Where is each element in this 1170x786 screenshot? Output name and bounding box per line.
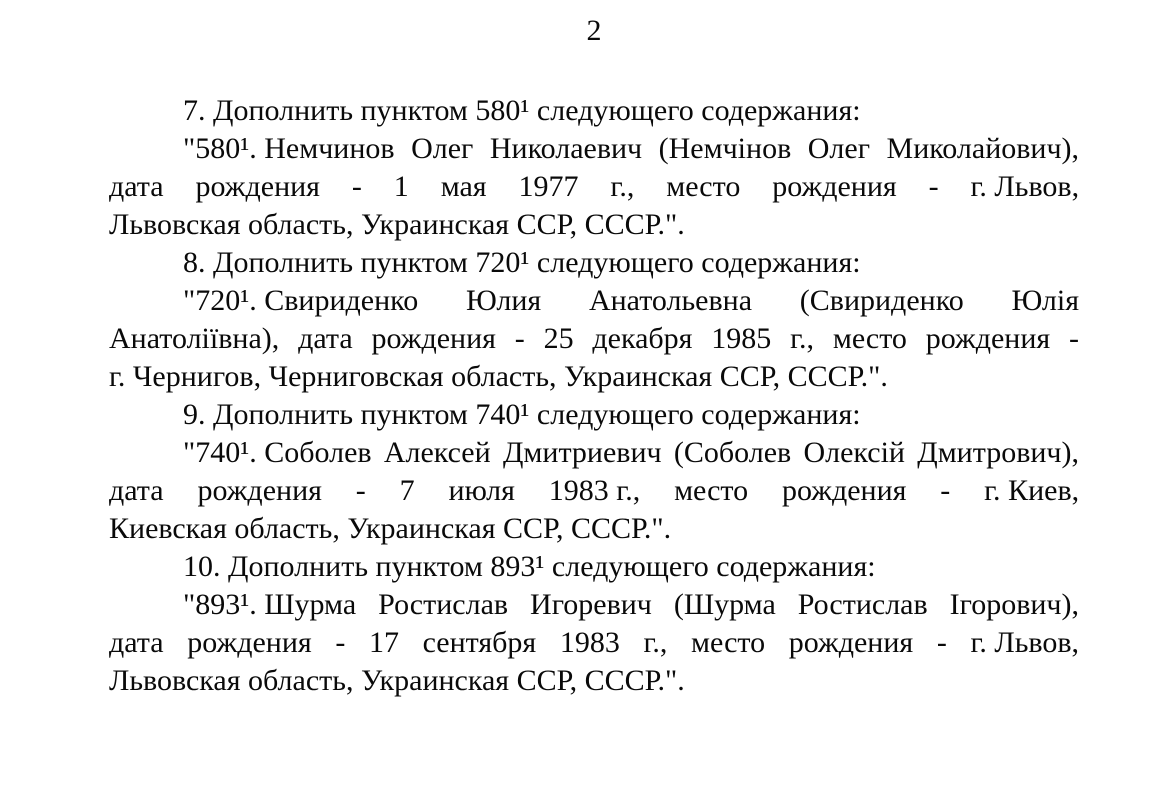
no-break-group: "580¹. Немчинов bbox=[183, 132, 395, 165]
no-break-group: "720¹. Свириденко bbox=[183, 284, 419, 317]
text-line: Львовская область, Украинская ССР, СССР.". bbox=[109, 208, 685, 241]
text-line: "580¹. Немчинов Олег Николаевич (Немчінов Олег Миколайович), bbox=[109, 130, 1079, 168]
text-line: "740¹. Соболев Алексей Дмитриевич (Соболев Олексій Дмитрович), bbox=[109, 434, 1079, 472]
paragraph bbox=[109, 244, 1079, 282]
no-break-group: "893¹. Шурма bbox=[183, 588, 357, 621]
text-line: дата рождения - 1 мая 1977 г., место рождения - г. Львов, bbox=[109, 168, 1079, 206]
no-break-group: г. Львов, bbox=[970, 626, 1080, 659]
text-line: 10. Дополнить пунктом 893¹ следующего содержания: bbox=[183, 550, 876, 583]
no-break-group: г. Киев, bbox=[984, 474, 1080, 507]
no-break-group: "740¹. Соболев bbox=[183, 436, 372, 469]
no-break-group: г. Львов, bbox=[970, 170, 1080, 203]
paragraph bbox=[109, 434, 1079, 548]
paragraph bbox=[109, 396, 1079, 434]
text-line: Киевская область, Украинская ССР, СССР.". bbox=[109, 512, 672, 545]
paragraph bbox=[109, 92, 1079, 130]
text-line: "893¹. Шурма Ростислав Игоревич (Шурма Ростислав Ігорович), bbox=[109, 586, 1079, 624]
text-line: 7. Дополнить пунктом 580¹ следующего содержания: bbox=[183, 94, 861, 127]
document-body bbox=[109, 92, 1079, 700]
text-line: Анатоліївна), дата рождения - 25 декабря 1985 г., место рождения - bbox=[109, 322, 1079, 355]
paragraph bbox=[109, 548, 1079, 586]
page-number: 2 bbox=[586, 14, 602, 47]
paragraph bbox=[109, 586, 1079, 700]
paragraph bbox=[109, 282, 1079, 396]
paragraph bbox=[109, 130, 1079, 244]
text-line: Львовская область, Украинская ССР, СССР.". bbox=[109, 664, 685, 697]
text-line: 9. Дополнить пунктом 740¹ следующего содержания: bbox=[183, 398, 861, 431]
text-line: дата рождения - 17 сентября 1983 г., место рождения - г. Львов, bbox=[109, 624, 1079, 662]
text-line: г. Чернигов, Черниговская область, Украинская ССР, СССР.". bbox=[109, 358, 1079, 396]
no-break-group: 1983 г., bbox=[548, 474, 641, 507]
text-line: дата рождения - 7 июля 1983 г., место рождения - г. Киев, bbox=[109, 472, 1079, 510]
text-line: 8. Дополнить пунктом 720¹ следующего содержания: bbox=[183, 246, 861, 279]
text-line: "720¹. Свириденко Юлия Анатольевна (Свириденко Юлія bbox=[109, 282, 1079, 320]
no-break-group: г. Чернигов, bbox=[109, 360, 262, 393]
